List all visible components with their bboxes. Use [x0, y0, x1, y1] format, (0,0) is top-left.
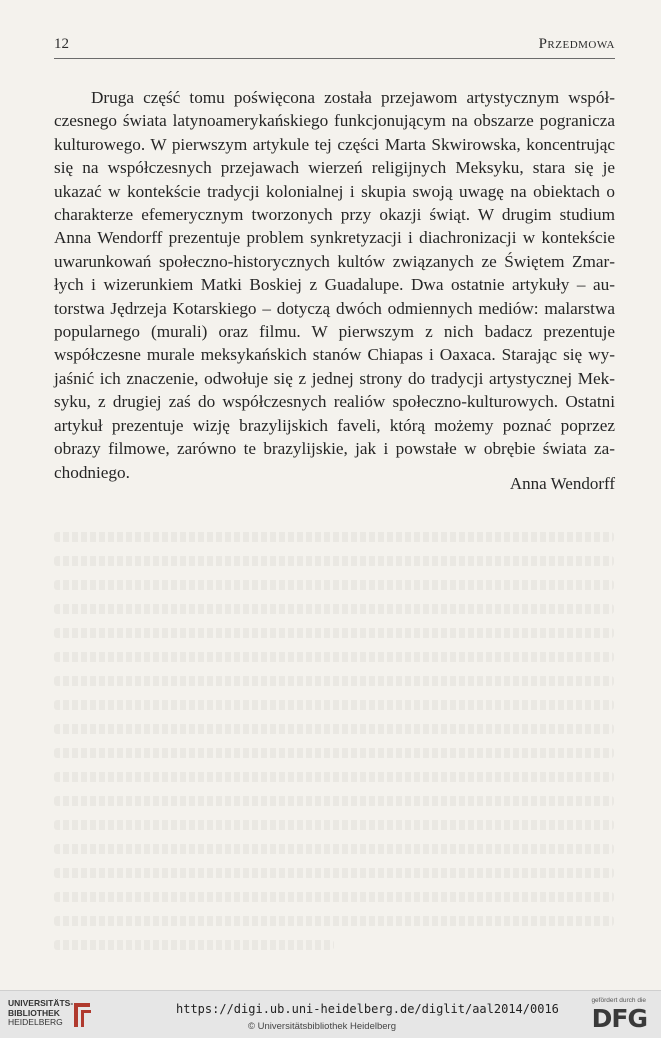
show-through-line [54, 844, 614, 854]
show-through-line [54, 892, 614, 902]
viewer-footer [0, 990, 661, 1038]
show-through-line [54, 724, 614, 734]
author-signature: Anna Wendorff [509, 474, 615, 493]
page-number: 12 [54, 36, 69, 52]
body-paragraph: Druga część tomu poświęcona została przejawom artystycznym współczesnego świata latynoamerykańskiego funkcjonującym na obszarze pogranicza kulturowego. W pierwszym artykule tej części Marta Skwirowska, koncentrując się na współczesnych przejawach wierzeń religijnych Meksyku, stara się je ukazać w kontekście tradycji kolonialnej i skupia swoją uwagę na obiektach o charakterze efemerycznym tworzonych przy okazji świąt. W drugim studium Anna Wendorff prezentuje problem synkretyzacji i diachronizacji w kontekście uwarunkowań społeczno-historycznych kultów związanych ze Świętem Zmarłych i wizerunkiem Matki Boskiej z Guadalupe. Dwa ostatnie artykuły – autorstwa Jędrzeja Kotarskiego – dotyczą dwóch odmiennych mediów: malarstwa popularnego (murali) oraz filmu. W pierwszym z nich badacz prezentuje współczesne murale meksykańskich stanów Chiapas i Oaxaca. Starając się wyjaśnić ich znaczenie, odwołuje się z jednej strony do tradycji artystycznej Meksyku, z drugiej zaś do współczesnych realiów społeczno-kulturowych. Ostatni artykuł prezentuje wizję brazylijskich faveli, którą możemy poznać poprzez obrazy filmowe, zarówno te brazylijskie, jak i powstałe w obrębie świata zachodniego. [54, 88, 615, 482]
show-through-line [54, 556, 614, 566]
dfg-logo[interactable]: DFG [591, 1004, 647, 1033]
show-through-line [54, 532, 614, 542]
permalink-url[interactable]: https://digi.ub.uni-heidelberg.de/diglit/aal2014/0016 [176, 1002, 559, 1016]
show-through-line [54, 916, 614, 926]
show-through-line [54, 748, 614, 758]
show-through-line [54, 772, 614, 782]
show-through-line [54, 652, 614, 662]
show-through-line [54, 580, 614, 590]
show-through-line [54, 940, 334, 950]
library-logo[interactable] [8, 999, 73, 1028]
library-emblem-icon [73, 1000, 93, 1028]
copyright-notice: © Universitätsbibliothek Heidelberg [248, 1021, 396, 1032]
library-logo-line: BIBLIOTHEK [8, 1007, 60, 1018]
page-header [54, 36, 615, 59]
funding-caption: gefördert durch die [591, 997, 646, 1004]
show-through-line [54, 796, 614, 806]
library-logo-line: HEIDELBERG [8, 1017, 63, 1027]
show-through-line [54, 604, 614, 614]
running-head: Przedmowa [538, 36, 615, 52]
show-through-line [54, 628, 614, 638]
show-through-line [54, 676, 614, 686]
library-logo-line: UNIVERSITÄTS- [8, 998, 74, 1008]
show-through-line [54, 868, 614, 878]
show-through-line [54, 820, 614, 830]
show-through-line [54, 700, 614, 710]
